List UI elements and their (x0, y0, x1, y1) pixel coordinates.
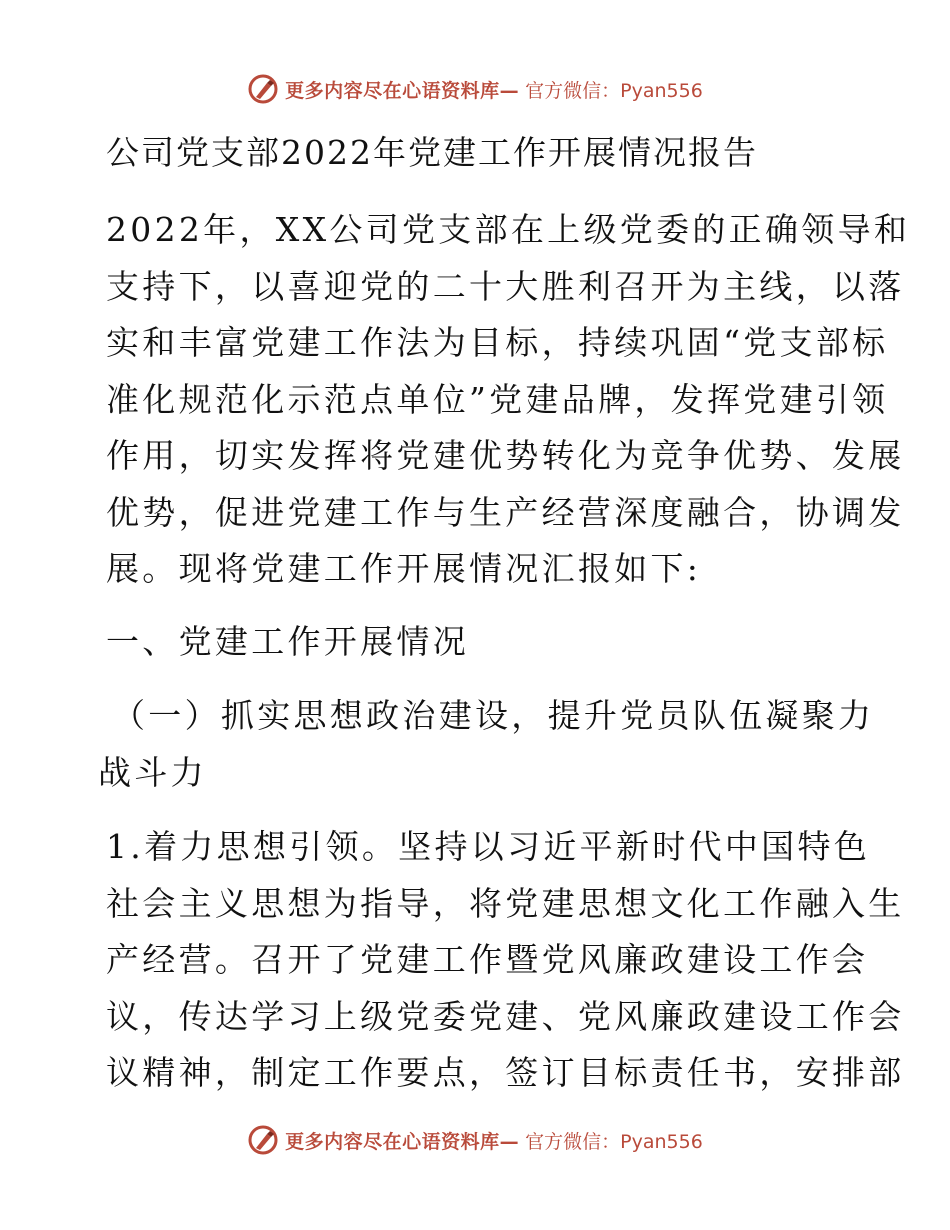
subsection-heading-line: 战斗力 (98, 752, 207, 792)
intro-line: 2022年，XX公司党支部在上级党委的正确领导和 (106, 210, 911, 249)
subsection-heading (98, 688, 875, 801)
item1-paragraph (98, 819, 905, 1102)
watermark-contact: 官方微信：Pyan556 (525, 79, 703, 102)
intro-line: 展。现将党建工作开展情况汇报如下: (106, 549, 702, 588)
document-title: 公司党支部2022年党建工作开展情况报告 (106, 133, 758, 172)
item1-line: 社会主义思想为指导，将党建思想文化工作融入生 (106, 883, 905, 923)
watermark-text: 更多内容尽在心语资料库— (285, 1130, 520, 1153)
intro-line: 作用，切实发挥将党建优势转化为竞争优势、发展 (106, 436, 905, 475)
watermark-text: 更多内容尽在心语资料库— (285, 79, 520, 102)
intro-line: 优势，促进党建工作与生产经营深度融合，协调发 (106, 492, 905, 532)
item1-line: 议精神，制定工作要点，签订目标责任书，安排部 (106, 1053, 905, 1092)
document-body (98, 120, 911, 1102)
footer-watermark (0, 1122, 950, 1158)
subsection-heading-line: （一）抓实思想政治建设，提升党员队伍凝聚力 (112, 696, 875, 735)
intro-paragraph (98, 202, 911, 598)
header-watermark (0, 71, 950, 107)
intro-line: 准化规范化示范点单位”党建品牌，发挥党建引领 (106, 379, 889, 419)
pen-logo-icon (247, 1124, 279, 1156)
intro-line: 支持下，以喜迎党的二十大胜利召开为主线，以落 (106, 266, 905, 306)
watermark-contact: 官方微信：Pyan556 (525, 1130, 703, 1153)
pen-logo-icon (247, 73, 279, 105)
intro-line: 实和丰富党建工作法为目标，持续巩固“党支部标 (106, 323, 889, 362)
item1-line: 1.着力思想引领。坚持以习近平新时代中国特色 (106, 827, 871, 866)
item1-line: 产经营。召开了党建工作暨党风廉政建设工作会 (106, 940, 869, 979)
item1-line: 议，传达学习上级党委党建、党风廉政建设工作会 (106, 996, 905, 1036)
section-heading: 一、党建工作开展情况 (106, 621, 469, 661)
